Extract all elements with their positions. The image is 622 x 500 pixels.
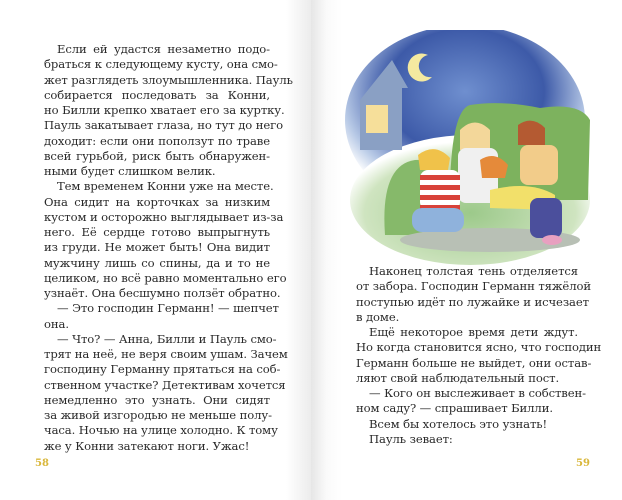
text-line: Она сидит на корточках за низким	[44, 194, 270, 209]
paragraph	[44, 42, 293, 179]
text-line: из груди. Не может быть! Она видит	[44, 240, 270, 255]
text-line: Германн больше не выйдет, они остав-	[356, 355, 592, 370]
text-line: Пауль зевает:	[369, 431, 453, 446]
right-page	[311, 0, 622, 500]
text-line: него. Её сердце готово выпрыгнуть	[44, 225, 270, 239]
lit-window	[366, 105, 388, 133]
text-line: за живой изгородью не меньше полу-	[44, 408, 272, 422]
right-page-text	[356, 264, 602, 447]
text-line: браться к следующему кусту, она смо-	[44, 57, 278, 72]
text-line: — Это господин Германн! — шепчет	[57, 301, 279, 316]
paragraph	[356, 264, 591, 325]
text-line: поступью идёт по лужайке и исчезает	[356, 294, 589, 309]
paragraph	[44, 179, 287, 301]
text-line: Наконец толстая тень отделяется	[369, 264, 578, 278]
text-line: ственном участке? Детективам хочется	[44, 377, 286, 392]
text-line: всей гурьбой, риск быть обнаружен-	[44, 148, 270, 163]
text-line: но Билли крепко хватает его за куртку.	[44, 103, 285, 117]
text-line: ном саду? — спрашивает Билли.	[356, 401, 553, 416]
text-line: она.	[44, 316, 69, 331]
text-line: трят на неё, не веря своим ушам. Зачем	[44, 347, 288, 361]
text-line: немедленно это узнать. Они сидят	[44, 392, 270, 407]
text-line: Но когда становится ясно, что господин	[356, 340, 602, 355]
text-line: часа. Ночью на улице холодно. К тому	[44, 423, 278, 438]
paragraph	[356, 432, 578, 447]
text-line: кустом и осторожно выглядывает из-за	[44, 209, 284, 224]
paragraph	[356, 417, 578, 432]
text-line: Пауль закатывает глаза, но тут до него	[44, 118, 283, 133]
paragraph	[356, 325, 602, 386]
text-line: жет разглядеть злоумышленника. Пауль	[44, 72, 293, 87]
paragraph	[44, 331, 288, 454]
left-page-text	[44, 42, 293, 454]
text-line: же у Конни затекают ноги. Ужас!	[44, 438, 250, 453]
paragraph	[44, 301, 279, 332]
text-line: узнаёт. Она бесшумно ползёт обратно.	[44, 286, 281, 300]
text-line: доходит: если они поползут по траве	[44, 133, 270, 148]
text-line: господину Германну прятаться на соб-	[44, 362, 281, 377]
page-number: 59	[576, 458, 590, 469]
text-line: Если ей удастся незаметно подо-	[57, 42, 270, 56]
text-line: мужчину лишь со спины, да и то не	[44, 255, 270, 270]
text-line: ляют свой наблюдательный пост.	[356, 370, 560, 385]
text-line: Всем бы хотелось это узнать!	[369, 416, 548, 431]
text-line: ными будет слишком велик.	[44, 164, 216, 178]
page-number: 58	[35, 458, 49, 469]
text-line: собирается последовать за Конни,	[44, 87, 270, 102]
text-line: от забора. Господин Германн тяжёлой	[356, 279, 591, 294]
text-line: в доме.	[356, 309, 400, 324]
text-line: — Что? — Анна, Билли и Пауль смо-	[57, 331, 277, 346]
text-line: целиком, но всё равно моментально его	[44, 270, 287, 285]
paragraph	[356, 386, 586, 417]
night-garden-illustration	[340, 30, 602, 270]
text-line: Тем временем Конни уже на месте.	[57, 179, 274, 194]
text-line: Ещё некоторое время дети ждут.	[369, 325, 578, 339]
text-line: — Кого он выслеживает в собствен-	[369, 386, 586, 400]
